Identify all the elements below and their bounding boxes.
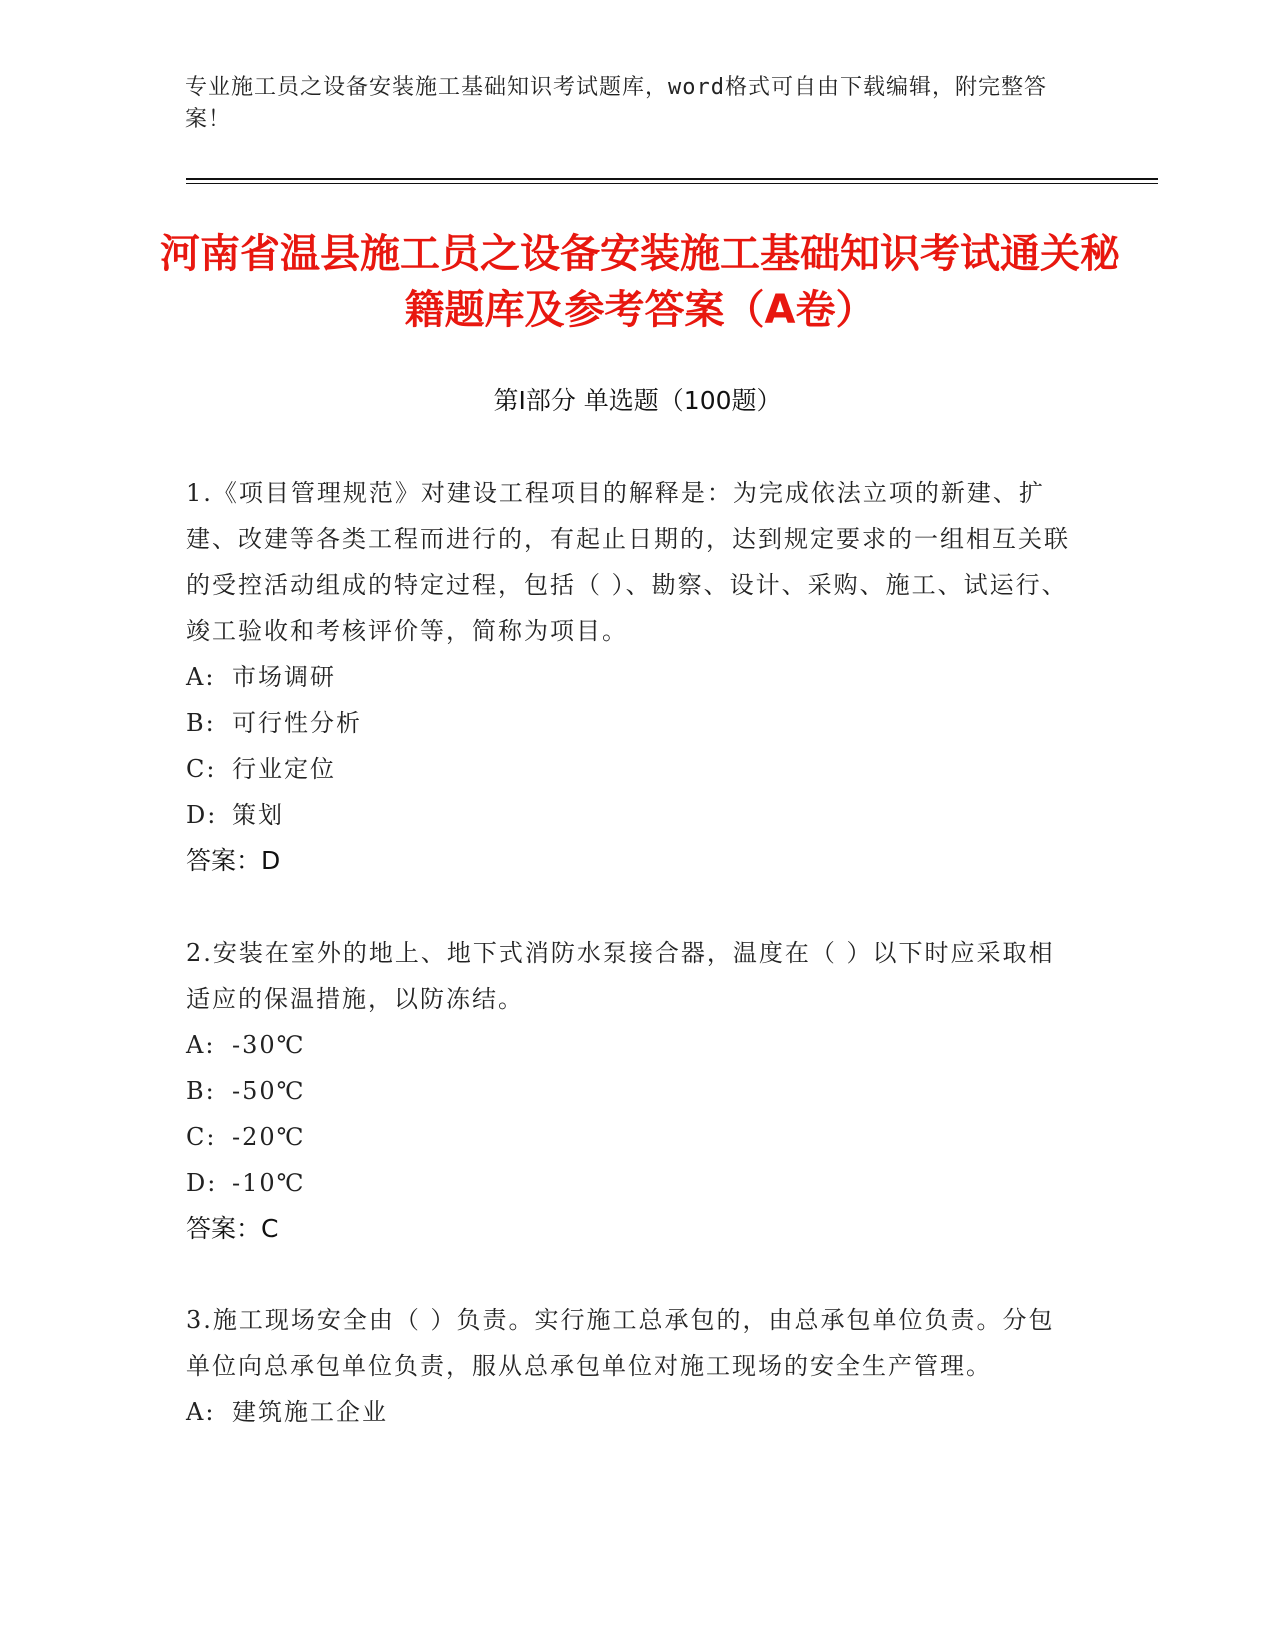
option-letter: A: <box>186 1398 216 1426</box>
option-letter: C: <box>186 755 217 783</box>
option-c <box>186 746 1076 792</box>
option-a <box>186 654 1076 700</box>
answer: 答案：C <box>186 1214 279 1243</box>
option-d <box>186 1160 1076 1206</box>
option-a <box>186 1389 1076 1435</box>
question-2 <box>186 930 1076 1252</box>
option-d <box>186 792 1076 838</box>
option-text: 策划 <box>232 801 284 829</box>
answer: 答案：D <box>186 846 281 875</box>
document-title: 河南省温县施工员之设备安装施工基础知识考试通关秘籍题库及参考答案（A卷） <box>160 231 1120 333</box>
option-text: 可行性分析 <box>232 709 362 737</box>
option-text: 建筑施工企业 <box>232 1398 388 1426</box>
header-divider-thin <box>186 183 1158 184</box>
question-1 <box>186 470 1076 884</box>
option-letter: D: <box>186 1169 218 1197</box>
option-letter: A: <box>186 1031 216 1059</box>
question-3 <box>186 1297 1076 1435</box>
header-divider-thick <box>186 178 1158 180</box>
question-stem: 3.施工现场安全由（ ）负责。实行施工总承包的，由总承包单位负责。分包单位向总承包单位负责，服从总承包单位对施工现场的安全生产管理。 <box>186 1306 1055 1380</box>
option-text: -50℃ <box>232 1077 306 1105</box>
option-text: -20℃ <box>232 1123 306 1151</box>
option-b <box>186 1068 1076 1114</box>
option-text: -10℃ <box>232 1169 306 1197</box>
option-a <box>186 1022 1076 1068</box>
option-text: 行业定位 <box>232 755 336 783</box>
option-letter: C: <box>186 1123 217 1151</box>
question-stem: 2.安装在室外的地上、地下式消防水泵接合器，温度在（ ）以下时应采取相适应的保温措施，以防冻结。 <box>186 939 1055 1013</box>
header-note: 专业施工员之设备安装施工基础知识考试题库，word格式可自由下载编辑，附完整答案！ <box>185 75 1047 132</box>
option-letter: D: <box>186 801 218 829</box>
option-text: -30℃ <box>232 1031 306 1059</box>
option-c <box>186 1114 1076 1160</box>
option-letter: B: <box>186 709 216 737</box>
option-letter: A: <box>186 663 216 691</box>
option-b <box>186 700 1076 746</box>
option-letter: B: <box>186 1077 216 1105</box>
option-text: 市场调研 <box>232 663 336 691</box>
section-title: 第Ⅰ部分 单选题（100题） <box>493 386 782 415</box>
question-stem: 1.《项目管理规范》对建设工程项目的解释是：为完成依法立项的新建、扩建、改建等各类工程而进行的，有起止日期的，达到规定要求的一组相互关联的受控活动组成的特定过程，包括（ ）、勘察、设计、采购、施工、试运行、竣工验收和考核评价等，简称为项目。 <box>186 479 1070 645</box>
